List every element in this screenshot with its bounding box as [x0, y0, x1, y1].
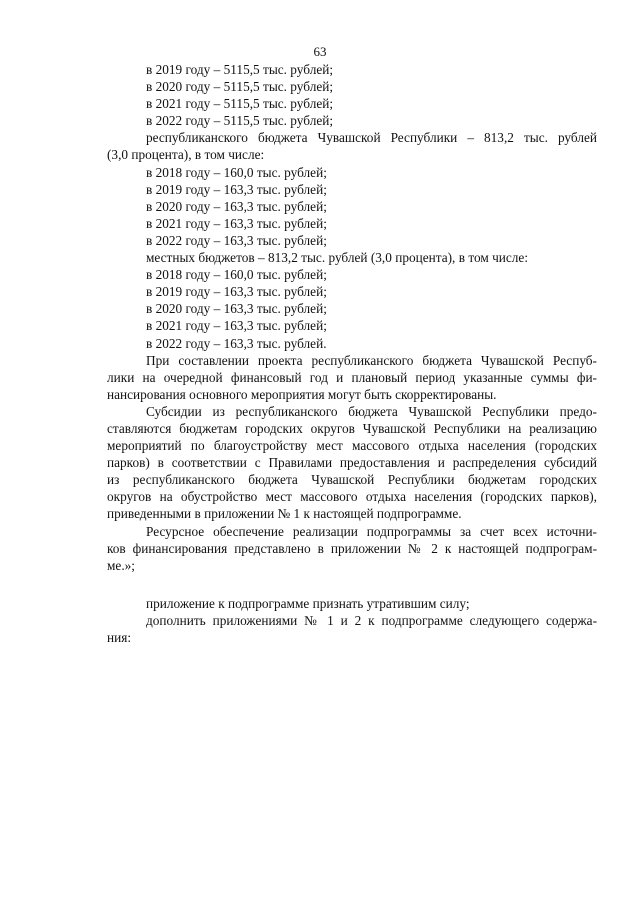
text-line: в 2018 году – 160,0 тыс. рублей; [146, 267, 327, 283]
text-line: в 2020 году – 163,3 тыс. рублей; [146, 198, 327, 214]
text-line: При составлении проекта республиканского бюджета Чувашской Респуб- [146, 352, 597, 368]
text-line: республиканского бюджета Чувашской Республики – 813,2 тыс. рублей [146, 130, 597, 146]
document-body [107, 61, 597, 646]
text-line: нансирования основного мероприятия могут быть скорректированы. [107, 386, 497, 402]
paragraph-gap [107, 574, 597, 595]
text-line: в 2019 году – 163,3 тыс. рублей; [146, 181, 327, 197]
text-line: в 2022 году – 5115,5 тыс. рублей; [146, 113, 334, 129]
text-line: мероприятий по благоустройству мест массового отдыха населения (городских [107, 438, 597, 454]
text-line: дополнить приложениями № 1 и 2 к подпрограмме следующего содержа- [146, 612, 597, 628]
text-line: в 2019 году – 5115,5 тыс. рублей; [146, 62, 334, 77]
text-line: в 2018 году – 160,0 тыс. рублей; [146, 164, 327, 180]
text-line: округов на обустройство мест массового отдыха населения (городских парков), [107, 489, 597, 505]
text-line: ния: [107, 630, 132, 645]
text-line: приведенными в приложении № 1 к настоящей подпрограмме. [107, 506, 462, 522]
text-line: Субсидии из республиканского бюджета Чувашской Республики предо- [146, 403, 597, 419]
text-line: парков) в соответствии с Правилами предоставления и распределения субсидий [107, 455, 597, 471]
page-number: 63 [313, 44, 327, 59]
text-line: местных бюджетов – 813,2 тыс. рублей (3,0 процента), в том числе: [146, 250, 529, 266]
text-line: в 2020 году – 5115,5 тыс. рублей; [146, 79, 334, 95]
text-line: в 2019 году – 163,3 тыс. рублей; [146, 284, 327, 300]
text-line: (3,0 процента), в том числе: [107, 147, 265, 163]
text-line: приложение к подпрограмме признать утратившим силу; [146, 595, 470, 611]
text-line: в 2022 году – 163,3 тыс. рублей; [146, 232, 327, 248]
text-line: в 2022 году – 163,3 тыс. рублей. [146, 335, 327, 351]
text-line: в 2021 году – 5115,5 тыс. рублей; [146, 96, 334, 112]
text-line: ков финансирования представлено в приложении № 2 к настоящей подпрограм- [107, 540, 597, 556]
text-line: ставляются бюджетам городских округов Чувашской Республики на реализацию [107, 420, 597, 436]
text-line: Ресурсное обеспечение реализации подпрограммы за счет всех источни- [146, 523, 597, 539]
text-line: в 2020 году – 163,3 тыс. рублей; [146, 301, 327, 317]
text-line: лики на очередной финансовый год и плановый период указанные суммы фи- [107, 369, 597, 385]
text-line: в 2021 году – 163,3 тыс. рублей; [146, 215, 327, 231]
text-line: в 2021 году – 163,3 тыс. рублей; [146, 318, 327, 334]
text-line: ме.»; [107, 557, 135, 573]
text-line: из республиканского бюджета Чувашской Республики бюджетам городских [107, 472, 597, 488]
